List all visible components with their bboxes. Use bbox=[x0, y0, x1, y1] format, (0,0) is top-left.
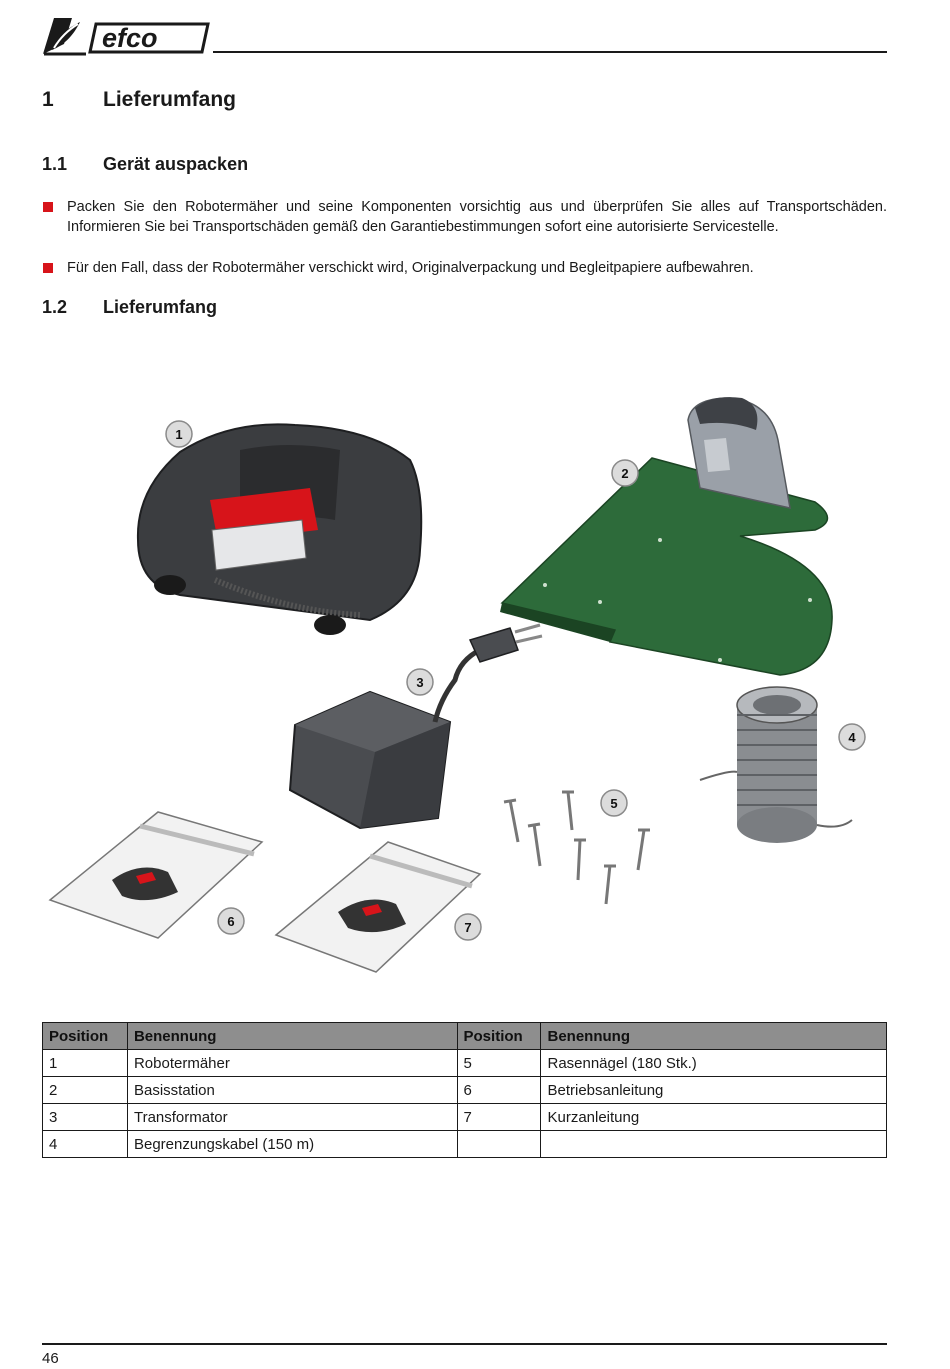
table-cell: 4 bbox=[43, 1131, 128, 1158]
callout-7 bbox=[455, 914, 481, 940]
column-header: Position bbox=[43, 1023, 128, 1050]
efco-logo bbox=[40, 14, 212, 58]
svg-text:7: 7 bbox=[464, 920, 472, 935]
table-cell: Rasennägel (180 Stk.) bbox=[541, 1050, 887, 1077]
bullet-square-icon bbox=[43, 263, 53, 273]
svg-text:5: 5 bbox=[610, 796, 618, 811]
column-header: Benennung bbox=[127, 1023, 457, 1050]
delivery-contents-illustration bbox=[40, 380, 890, 990]
table-cell: 1 bbox=[43, 1050, 128, 1077]
table-cell: Robotermäher bbox=[127, 1050, 457, 1077]
header-rule bbox=[213, 51, 887, 53]
table-row bbox=[43, 1077, 887, 1104]
callout-5 bbox=[601, 790, 627, 816]
section-heading-1-1: 1.1 Gerät auspacken bbox=[42, 154, 249, 174]
callout-3 bbox=[407, 669, 433, 695]
bullet-square-icon bbox=[43, 202, 53, 212]
callout-4 bbox=[839, 724, 865, 750]
lawn-pegs-illustration bbox=[504, 792, 650, 904]
leaf-logo-icon bbox=[43, 18, 86, 54]
table-cell: Kurzanleitung bbox=[541, 1104, 887, 1131]
svg-text:1: 1 bbox=[175, 427, 183, 442]
bullet-item: Für den Fall, dass der Robotermäher verschickt wird, Originalverpackung und Begleitpapiere aufbewahren. bbox=[42, 258, 887, 278]
svg-text:3: 3 bbox=[416, 675, 424, 690]
table-cell bbox=[457, 1131, 541, 1158]
bullet-item: Packen Sie den Robotermäher und seine Komponenten vorsichtig aus und überprüfen Sie alles auf Transportschäden. Informieren Sie bei Transportschäden gemäß den Garantiebestimmungen sofort eine autorisierte Servicestelle. bbox=[42, 197, 887, 237]
table-row bbox=[43, 1104, 887, 1131]
svg-text:4: 4 bbox=[848, 730, 856, 745]
table-cell: 7 bbox=[457, 1104, 541, 1131]
table-row bbox=[43, 1050, 887, 1077]
table-row bbox=[43, 1131, 887, 1158]
table-cell bbox=[541, 1131, 887, 1158]
robot-mower-illustration bbox=[138, 424, 421, 635]
svg-text:2: 2 bbox=[621, 466, 629, 481]
callout-1 bbox=[166, 421, 192, 447]
table-cell: Transformator bbox=[127, 1104, 457, 1131]
callout-6 bbox=[218, 908, 244, 934]
page-number: 46 bbox=[42, 1350, 59, 1367]
base-station-illustration bbox=[500, 397, 832, 675]
svg-text:6: 6 bbox=[227, 914, 235, 929]
table-cell: 2 bbox=[43, 1077, 128, 1104]
table-cell: 5 bbox=[457, 1050, 541, 1077]
footer-rule bbox=[42, 1343, 887, 1345]
boundary-cable-spool-illustration bbox=[700, 687, 852, 843]
parts-table bbox=[42, 1022, 887, 1158]
quick-guide-illustration bbox=[276, 842, 480, 972]
table-cell: Basisstation bbox=[127, 1077, 457, 1104]
table-cell: 6 bbox=[457, 1077, 541, 1104]
callout-2 bbox=[612, 460, 638, 486]
logo-text: efco bbox=[102, 23, 158, 53]
column-header: Position bbox=[457, 1023, 541, 1050]
transformer-illustration bbox=[290, 625, 542, 828]
table-cell: 3 bbox=[43, 1104, 128, 1131]
section-heading-1: 1 Lieferumfang bbox=[42, 88, 237, 111]
table-cell: Betriebsanleitung bbox=[541, 1077, 887, 1104]
table-cell: Begrenzungskabel (150 m) bbox=[127, 1131, 457, 1158]
table-header-row bbox=[43, 1023, 887, 1050]
column-header: Benennung bbox=[541, 1023, 887, 1050]
section-heading-1-2: 1.2 Lieferumfang bbox=[42, 297, 218, 317]
